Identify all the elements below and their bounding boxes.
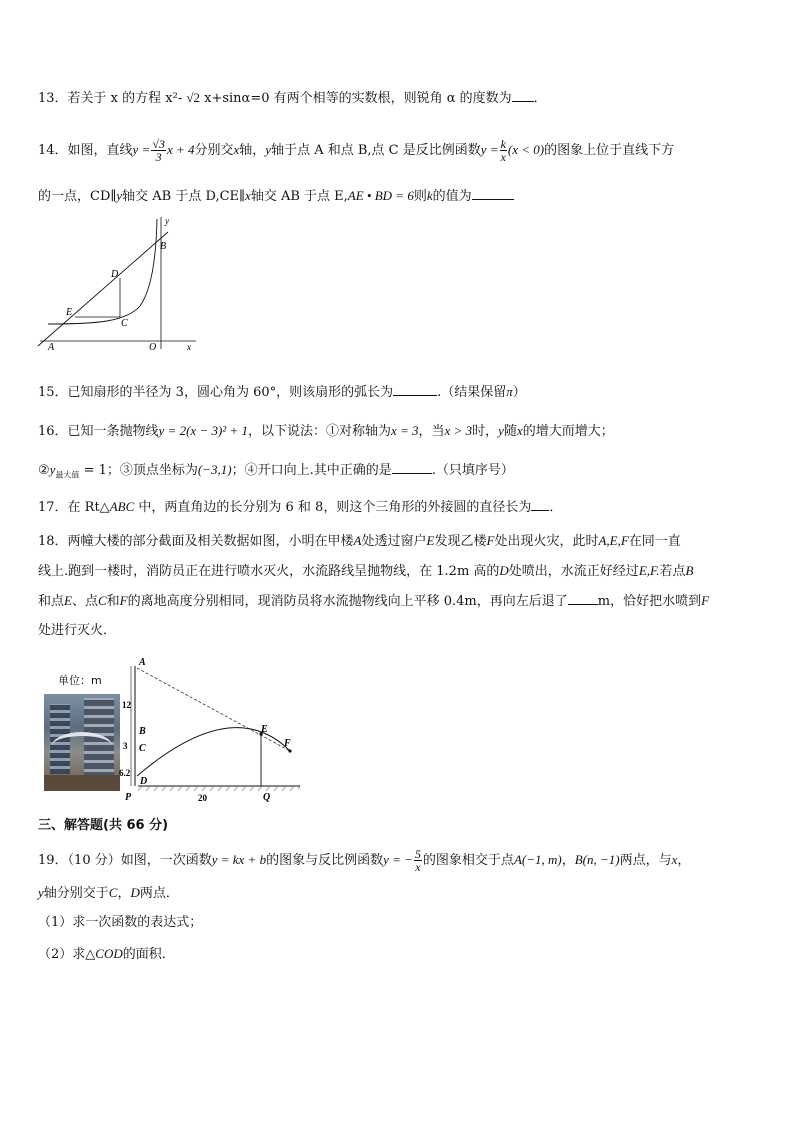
answer-blank-13[interactable] <box>512 89 534 102</box>
label-A: A <box>139 657 146 668</box>
unit-label: 单位：m <box>58 674 102 687</box>
question-18-line-4: 处进行灭火． <box>38 623 117 638</box>
fraction-sqrt3-over-3: $\frac{√3}{3}$ <box>152 137 165 164</box>
point-f <box>288 749 291 752</box>
dim-6-2: 6.2 <box>119 768 131 778</box>
sight-line-aef <box>137 668 290 751</box>
label-Q: Q <box>263 792 271 803</box>
answer-blank-18[interactable] <box>568 592 598 605</box>
label-y: y <box>165 216 169 226</box>
question-19-line-1: 19．（10 分）如图，一次函数y = kx + b的图象与反比例函数y = − $\frac{5}{x}$ 的图象相交于点A(−1, m)，B(n, −1)两点，与x， <box>38 847 691 874</box>
dim-20: 20 <box>198 793 207 803</box>
fire-photo <box>44 694 120 791</box>
dim-3: 3 <box>123 741 128 751</box>
label-F: F <box>284 738 291 749</box>
question-16-line-1: 16．已知一条抛物线y = 2(x − 3)² + 1，以下说法：①对称轴为x = 3，当x > 3时，y随x的增大而增大； <box>38 423 614 439</box>
hyperbola-curve <box>48 219 157 324</box>
question-14-line-2: 的一点，CD∥y轴交 AB 于点 D,CE∥x轴交 AB 于点 E,AE • BD = 6则k的值为 <box>38 186 514 207</box>
question-13: 13．若关于 x 的方程 x²- √2 x+sinα=0 有两个相等的实数根，则锐角 α 的度数为 ． <box>38 90 547 106</box>
fraction-k-over-x: $\frac{k}{x}$ <box>500 137 506 164</box>
label-x: x <box>187 342 191 352</box>
label-E: E <box>261 724 268 735</box>
question-18-line-2: 线上.跑到一楼时，消防员正在进行喷水灭火，水流路线呈抛物线，在 1.2m 高的D处喷出，水流正好经过E,F.若点B <box>38 563 694 579</box>
label-C: C <box>139 743 146 754</box>
label-d: D <box>111 269 119 280</box>
label-o: O <box>149 342 157 353</box>
question-17: 17．在 Rt△ABC 中，两直角边的长分别为 6 和 8，则这个三角形的外接圆的直径长为 ． <box>38 499 563 515</box>
section-title: 三、解答题(共 66 分) <box>38 818 169 833</box>
fraction-5-over-x: $\frac{5}{x}$ <box>414 847 421 874</box>
question-15: 15．已知扇形的半径为 3，圆心角为 60°，则该扇形的弧长为 .（结果保留π） <box>38 384 526 400</box>
label-b: B <box>160 241 167 252</box>
question-16-line-2: $②y_{最大值} = 1$；③顶点坐标为(−3,1)；④开口向上.其中正确的是 .（只填序号） <box>38 462 514 480</box>
question-18-line-1: 18．两幢大楼的部分截面及相关数据如图，小明在甲楼A处透过窗户E发现乙楼F处出现火灾，此时A,E,F在同一直 <box>38 533 681 549</box>
answer-blank-17[interactable] <box>531 498 549 511</box>
question-19-line-2: y轴分别交于C，D两点． <box>38 885 179 901</box>
question-19-part-1: （1）求一次函数的表达式； <box>38 915 203 930</box>
label-B: B <box>139 726 146 737</box>
answer-blank-14[interactable] <box>472 187 514 200</box>
question-18-line-3: 和点E、点C和F的离地高度分别相同，现消防员将水流抛物线向上平移 0.4m，再向左后退了 m，恰好把水喷到F <box>38 593 710 609</box>
label-D: D <box>140 776 148 787</box>
figure-14 <box>36 214 206 354</box>
label-e: E <box>66 307 73 318</box>
ground-hatch <box>138 786 300 791</box>
figure-18 <box>118 654 308 804</box>
label-c: C <box>121 318 128 329</box>
question-14-line-1: 14．如图，直线y = $\frac{√3}{3}$ x + 4分别交x轴，y轴于点 A 和点 B,点 C 是反比例函数y = $\frac{k}{x}$ (x < 0)的图象上位于直线下方 <box>38 137 675 164</box>
label-a: A <box>48 342 55 353</box>
dim-12: 12 <box>122 700 131 710</box>
answer-blank-16[interactable] <box>392 461 432 474</box>
answer-blank-15[interactable] <box>393 383 437 396</box>
label-P: P <box>125 792 132 803</box>
sqrt-2: √2 <box>186 90 200 105</box>
question-19-part-2: （2）求△COD的面积． <box>38 946 175 962</box>
